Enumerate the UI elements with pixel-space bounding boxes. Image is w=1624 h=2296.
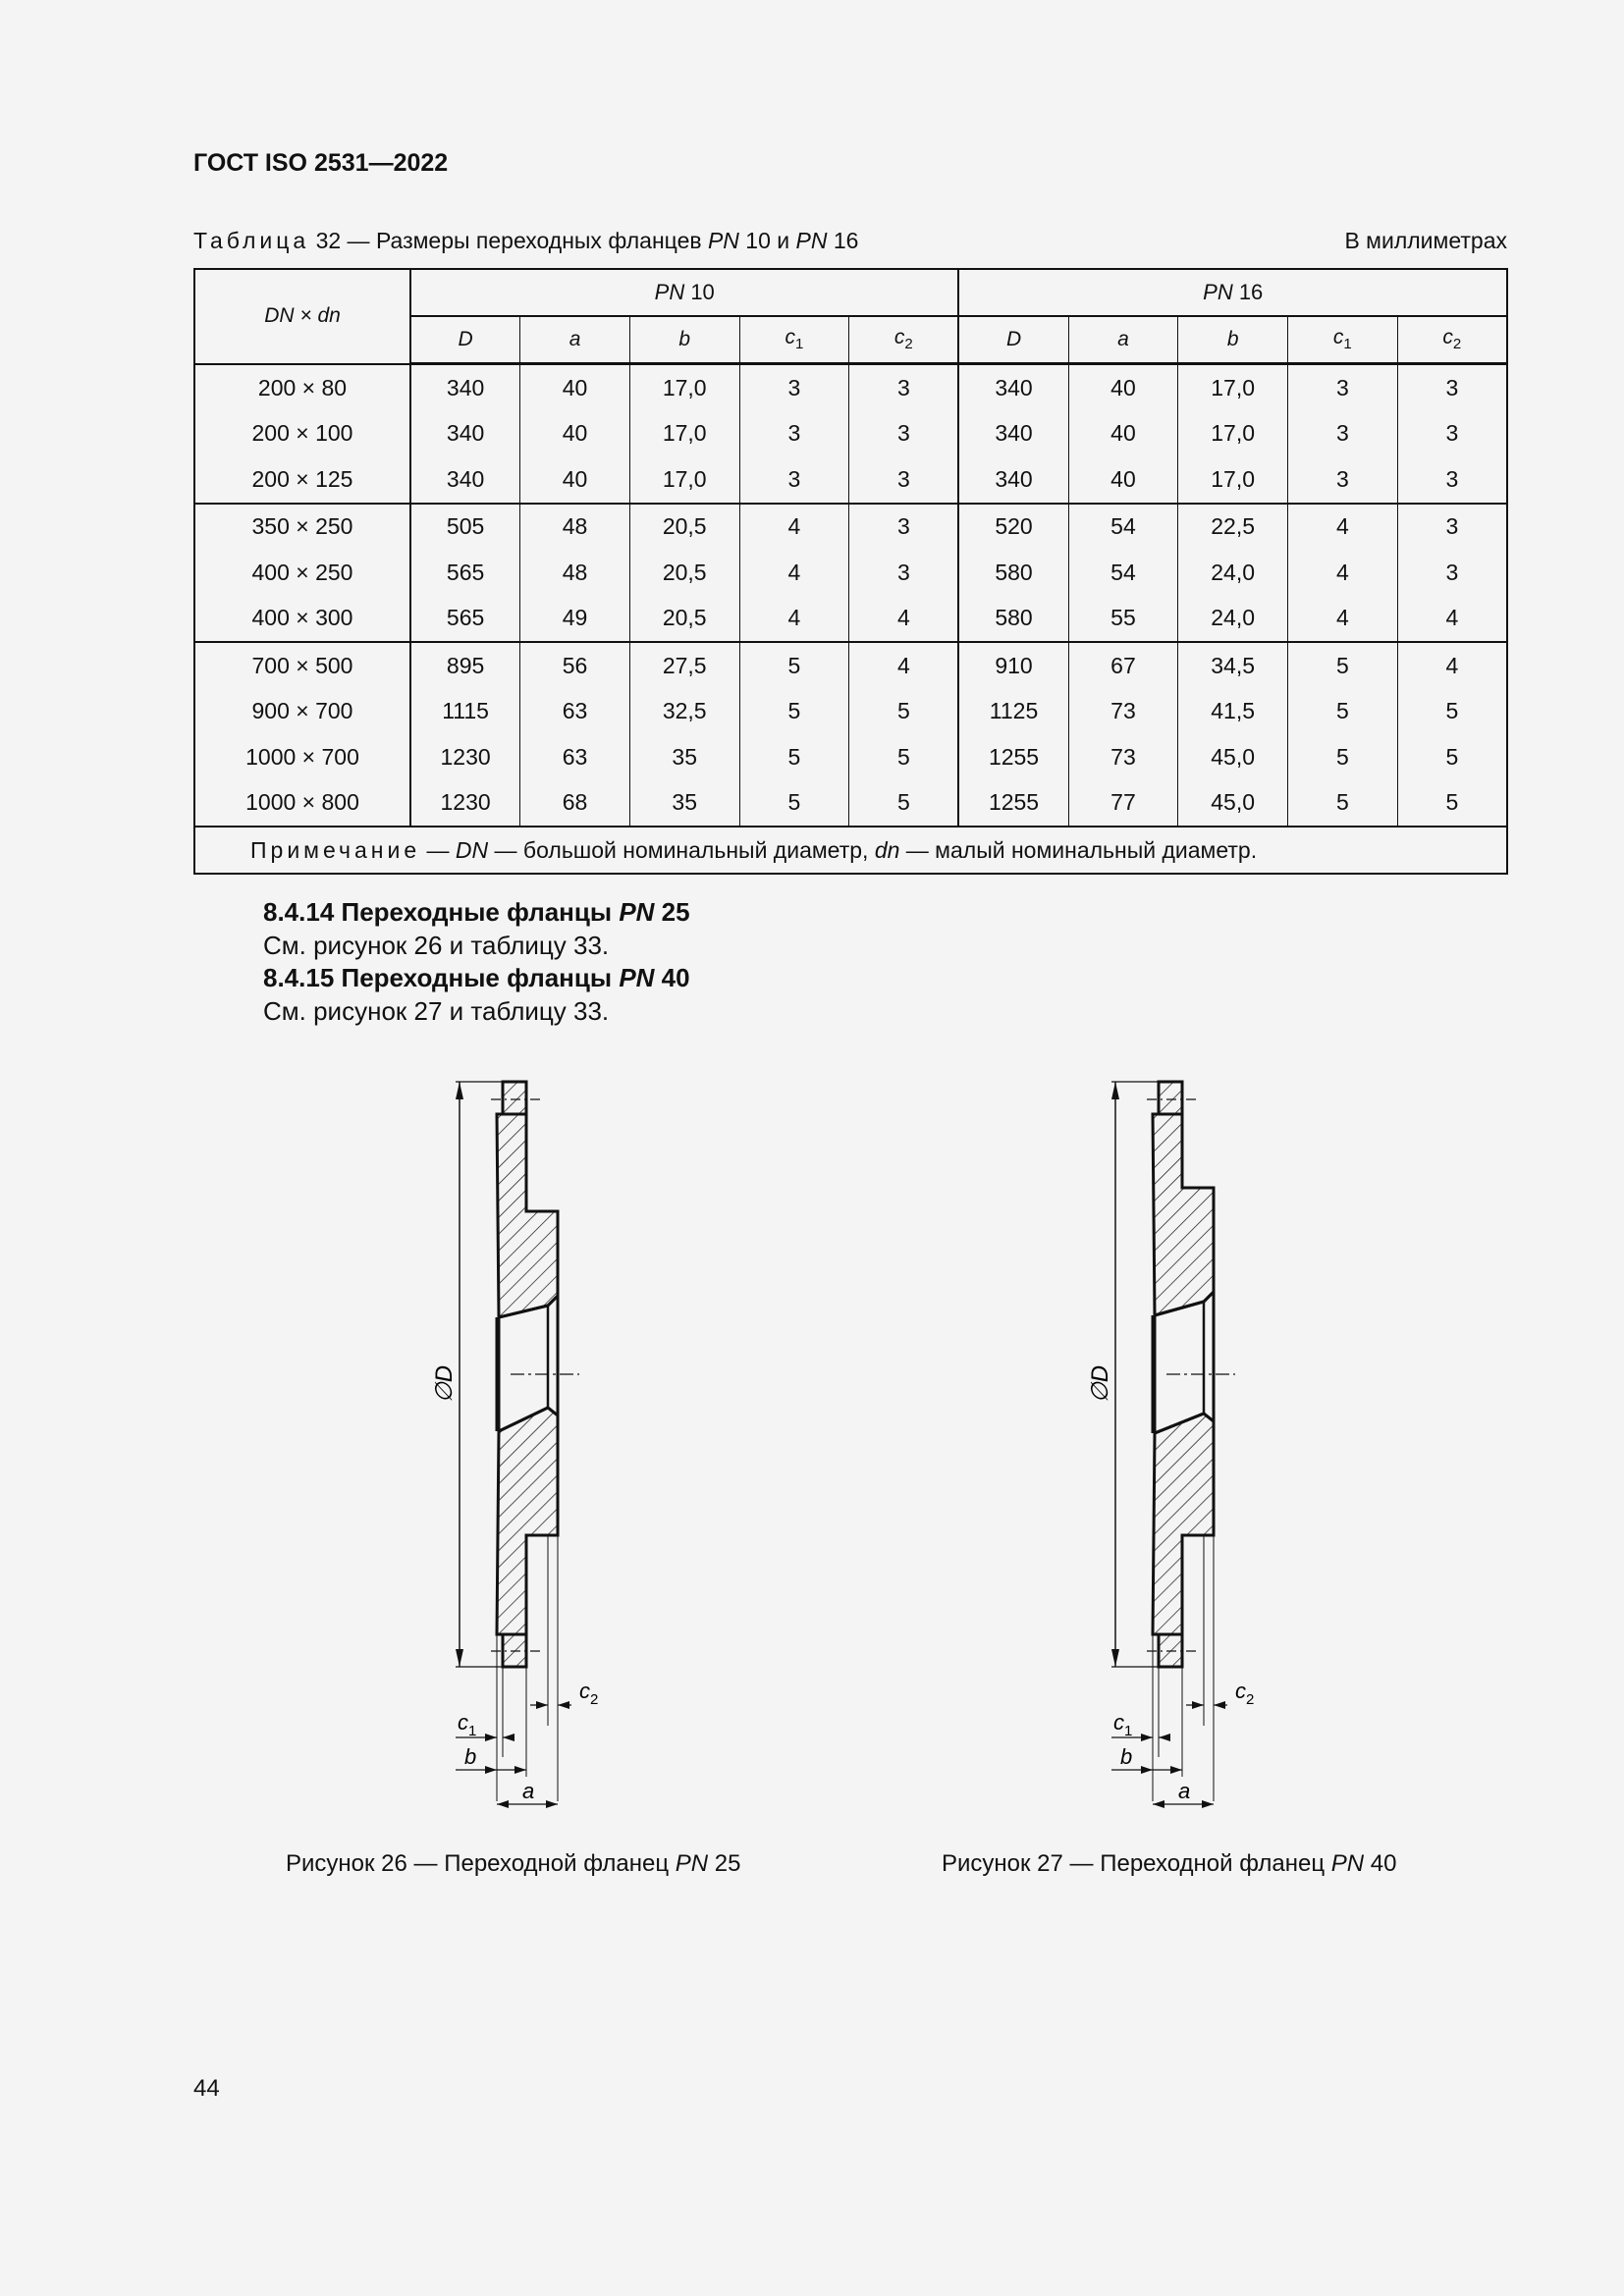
table-cell: 5 [1288, 689, 1398, 735]
table-cell: 3 [849, 550, 959, 596]
table-cell: 40 [520, 411, 630, 457]
table-cell: 895 [410, 642, 520, 689]
label-c2: $c_2$ [579, 1679, 599, 1708]
header-b: b [1178, 316, 1288, 364]
bolt-hole-upper [503, 1082, 526, 1114]
table-cell: 3 [1397, 504, 1507, 551]
table-cell: 41,5 [1178, 689, 1288, 735]
table-cell: 5 [1397, 780, 1507, 828]
table-cell: 565 [410, 596, 520, 643]
table-cell: 4 [1288, 504, 1398, 551]
flange-dimensions-table [193, 268, 1508, 875]
figure-26-caption: Рисунок 26 — Переходной фланец PN 25 [286, 1850, 741, 1877]
table-cell: 520 [958, 504, 1068, 551]
header-c2: $c_2$ [849, 316, 959, 364]
cell-dn-dn: 200 × 125 [194, 456, 410, 504]
table-cell: 63 [520, 734, 630, 780]
header-pn10: PN 10 [410, 269, 958, 316]
table-cell: 505 [410, 504, 520, 551]
table-cell: 68 [520, 780, 630, 828]
table-cell: 4 [849, 596, 959, 643]
table-cell: 63 [520, 689, 630, 735]
table-cell: 27,5 [629, 642, 739, 689]
table-cell: 340 [410, 364, 520, 411]
table-cell: 48 [520, 550, 630, 596]
table-cell: 340 [958, 411, 1068, 457]
table-cell: 580 [958, 550, 1068, 596]
cell-dn-dn: 200 × 80 [194, 364, 410, 411]
table-cell: 73 [1068, 689, 1178, 735]
table-cell: 40 [1068, 364, 1178, 411]
table-cell: 5 [1397, 689, 1507, 735]
table-cell: 340 [958, 364, 1068, 411]
table-cell: 56 [520, 642, 630, 689]
table-cell: 20,5 [629, 596, 739, 643]
header-D: D [958, 316, 1068, 364]
flange-figure-27 [1068, 1070, 1304, 1836]
table-cell: 565 [410, 550, 520, 596]
arrow-icon [456, 1649, 463, 1667]
table-cell: 17,0 [1178, 456, 1288, 504]
flange-section-lower [1153, 1414, 1214, 1634]
document-code: ГОСТ ISO 2531—2022 [193, 149, 449, 177]
table-cell: 24,0 [1178, 550, 1288, 596]
table-cell: 77 [1068, 780, 1178, 828]
table-cell: 5 [849, 734, 959, 780]
table-cell: 40 [1068, 456, 1178, 504]
table-cell: 24,0 [1178, 596, 1288, 643]
table-cell: 17,0 [1178, 364, 1288, 411]
table-cell: 5 [1288, 734, 1398, 780]
caption-pn: PN [795, 228, 828, 253]
table-row [194, 550, 1507, 596]
label-c2: $c_2$ [1235, 1679, 1255, 1708]
table-cell: 17,0 [629, 456, 739, 504]
table-cell: 17,0 [629, 364, 739, 411]
table-cell: 40 [520, 364, 630, 411]
header-c2: $c_2$ [1397, 316, 1507, 364]
cell-dn-dn: 1000 × 800 [194, 780, 410, 828]
table-cell: 35 [629, 734, 739, 780]
label-c1: $c_1$ [1113, 1710, 1133, 1739]
table-cell: 20,5 [629, 504, 739, 551]
label-dia-d: ∅D [431, 1364, 458, 1404]
table-cell: 40 [520, 456, 630, 504]
table-cell: 5 [739, 689, 849, 735]
table-row [194, 596, 1507, 643]
table-cell: 3 [739, 364, 849, 411]
table-cell: 4 [739, 550, 849, 596]
section-ref-8-4-14: См. рисунок 26 и таблицу 33. [263, 931, 610, 960]
header-dn-dn: DN × dn [194, 269, 410, 364]
table-cell: 48 [520, 504, 630, 551]
table-caption-lead: Таблица [193, 228, 310, 253]
table-cell: 580 [958, 596, 1068, 643]
table-cell: 1230 [410, 734, 520, 780]
arrow-icon [1111, 1082, 1119, 1099]
table-cell: 1255 [958, 780, 1068, 828]
table-cell: 340 [410, 456, 520, 504]
table-cell: 3 [849, 504, 959, 551]
table-row [194, 364, 1507, 411]
cell-dn-dn: 200 × 100 [194, 411, 410, 457]
table-cell: 1115 [410, 689, 520, 735]
section-heading-8-4-14: 8.4.14 Переходные фланцы PN 25 [263, 897, 690, 927]
header-c1: $c_1$ [739, 316, 849, 364]
table-cell: 910 [958, 642, 1068, 689]
table-cell: 49 [520, 596, 630, 643]
table-cell: 5 [1288, 642, 1398, 689]
table-cell: 3 [1288, 411, 1398, 457]
table-cell: 3 [1288, 364, 1398, 411]
table-cell: 1230 [410, 780, 520, 828]
table-cell: 34,5 [1178, 642, 1288, 689]
table-row [194, 780, 1507, 828]
table-cell: 4 [739, 504, 849, 551]
table-number: 32 [315, 228, 342, 253]
label-dia-d: ∅D [1087, 1364, 1113, 1404]
table-cell: 3 [1397, 550, 1507, 596]
flange-section-upper [1153, 1114, 1214, 1315]
table-cell: 45,0 [1178, 780, 1288, 828]
table-cell: 5 [739, 780, 849, 828]
header-pn16: PN 16 [958, 269, 1507, 316]
table-cell: 1125 [958, 689, 1068, 735]
table-cell: 4 [1288, 550, 1398, 596]
table-cell: 67 [1068, 642, 1178, 689]
table-cell: 35 [629, 780, 739, 828]
table-cell: 1255 [958, 734, 1068, 780]
table-cell: 54 [1068, 550, 1178, 596]
arrow-icon [1111, 1649, 1119, 1667]
table-cell: 5 [739, 642, 849, 689]
table-row [194, 689, 1507, 735]
table-cell: 5 [1288, 780, 1398, 828]
bolt-hole-upper [1159, 1082, 1182, 1114]
cell-dn-dn: 350 × 250 [194, 504, 410, 551]
flange-section-upper [497, 1114, 558, 1317]
table-note: Примечание — DN — большой номинальный диаметр, dn — малый номинальный диаметр. [194, 827, 1507, 874]
table-cell: 5 [849, 780, 959, 828]
table-cell: 340 [958, 456, 1068, 504]
table-cell: 3 [849, 456, 959, 504]
table-row [194, 456, 1507, 504]
label-a: a [522, 1779, 535, 1803]
table-cell: 3 [849, 364, 959, 411]
table-cell: 45,0 [1178, 734, 1288, 780]
header-a: a [1068, 316, 1178, 364]
table-cell: 5 [739, 734, 849, 780]
table-cell: 54 [1068, 504, 1178, 551]
table-cell: 55 [1068, 596, 1178, 643]
table-cell: 340 [410, 411, 520, 457]
table-cell: 32,5 [629, 689, 739, 735]
cell-dn-dn: 400 × 250 [194, 550, 410, 596]
table-cell: 4 [1397, 642, 1507, 689]
table-cell: 3 [739, 411, 849, 457]
label-b: b [464, 1744, 477, 1769]
table-cell: 3 [739, 456, 849, 504]
table-cell: 3 [1397, 411, 1507, 457]
cell-dn-dn: 900 × 700 [194, 689, 410, 735]
header-D: D [410, 316, 520, 364]
caption-pn-value: 16 [827, 228, 859, 253]
table-cell: 17,0 [1178, 411, 1288, 457]
label-a: a [1178, 1779, 1191, 1803]
header-b: b [629, 316, 739, 364]
table-caption-text: — Размеры переходных фланцев [341, 228, 708, 253]
table-cell: 3 [849, 411, 959, 457]
table-cell: 4 [1288, 596, 1398, 643]
cell-dn-dn: 400 × 300 [194, 596, 410, 643]
section-ref-8-4-15: См. рисунок 27 и таблицу 33. [263, 996, 610, 1026]
arrow-icon [456, 1082, 463, 1099]
table-cell: 73 [1068, 734, 1178, 780]
header-a: a [520, 316, 630, 364]
page-number: 44 [193, 2075, 220, 2102]
table-units: В миллиметрах [1344, 228, 1507, 253]
table-cell: 4 [849, 642, 959, 689]
label-c1: $c_1$ [458, 1710, 477, 1739]
cell-dn-dn: 1000 × 700 [194, 734, 410, 780]
table-cell: 3 [1397, 364, 1507, 411]
table-cell: 20,5 [629, 550, 739, 596]
table-cell: 5 [849, 689, 959, 735]
table-cell: 4 [1397, 596, 1507, 643]
label-b: b [1120, 1744, 1133, 1769]
flange-figure-26 [412, 1070, 648, 1836]
table-cell: 3 [1288, 456, 1398, 504]
table-caption [193, 228, 1507, 257]
header-c1: $c_1$ [1288, 316, 1398, 364]
table-row [194, 642, 1507, 689]
section-heading-8-4-15: 8.4.15 Переходные фланцы PN 40 [263, 963, 690, 992]
table-cell: 5 [1397, 734, 1507, 780]
table-cell: 17,0 [629, 411, 739, 457]
table-cell: 40 [1068, 411, 1178, 457]
caption-pn: PN [707, 228, 739, 253]
flange-section-lower [497, 1408, 558, 1634]
table-cell: 4 [739, 596, 849, 643]
table-row [194, 734, 1507, 780]
cell-dn-dn: 700 × 500 [194, 642, 410, 689]
figure-27-caption: Рисунок 27 — Переходной фланец PN 40 [942, 1850, 1397, 1877]
table-cell: 3 [1397, 456, 1507, 504]
caption-pn-value: 10 и [738, 228, 796, 253]
table-row [194, 504, 1507, 551]
table-row [194, 411, 1507, 457]
table-cell: 22,5 [1178, 504, 1288, 551]
